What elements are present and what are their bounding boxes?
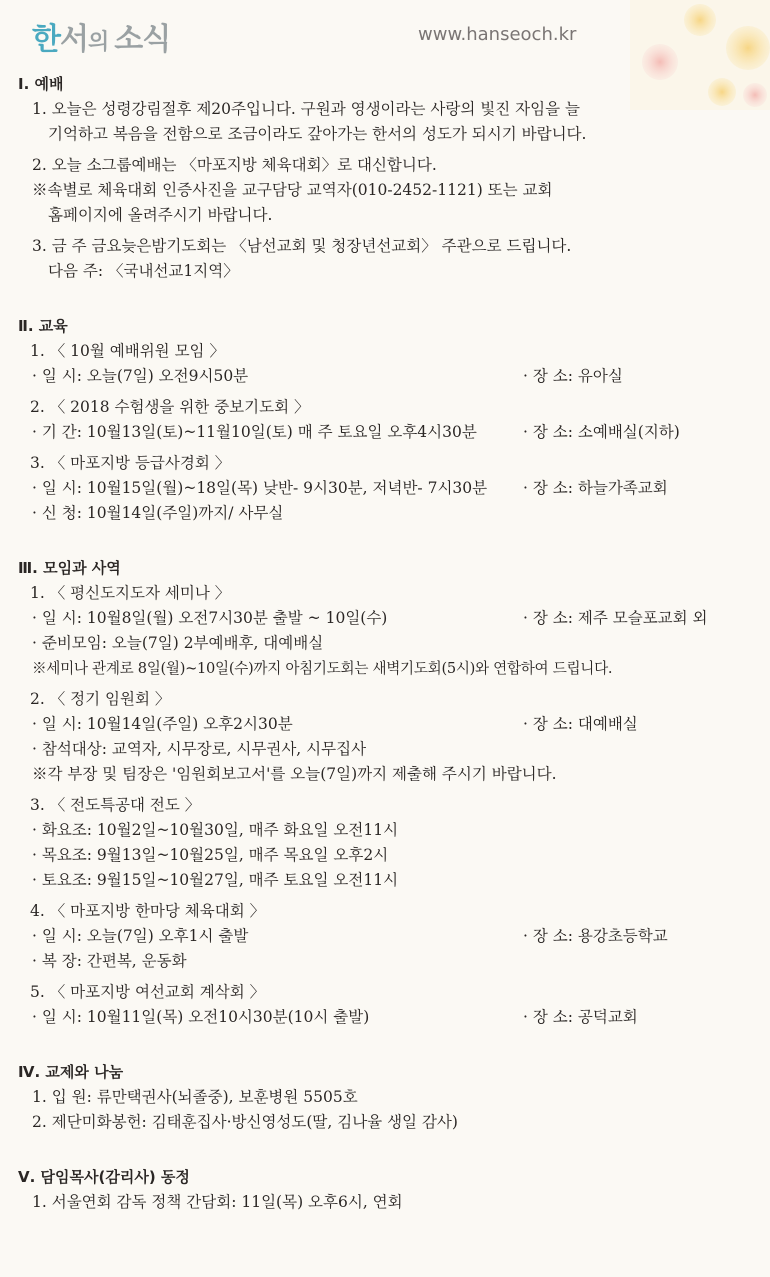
- meeting-item-2-place: · 장 소: 대예배실: [523, 715, 638, 733]
- education-item-3-time: · 일 시: 10월15일(월)~18일(목) 낮반- 9시30분, 저녁반- 7시30분: [32, 479, 488, 497]
- fellowship-item-2: 2. 제단미화봉헌: 김태훈집사·방신영성도(딸, 김나율 생일 감사): [32, 1113, 458, 1131]
- education-item-1-title: 1. 〈 10월 예배위원 모임 〉: [30, 342, 225, 360]
- bulletin-content: [18, 72, 758, 1215]
- meeting-item-2-title: 2. 〈 정기 임원회 〉: [30, 690, 171, 708]
- education-item-2-period: · 기 간: 10월13일(토)~11월10일(토) 매 주 토요일 오후4시30분: [32, 423, 477, 441]
- header: [0, 0, 770, 75]
- meeting-item-3-saturday: · 토요조: 9월15일~10월27일, 매주 토요일 오전11시: [32, 871, 399, 889]
- meeting-item-4-time: · 일 시: 오늘(7일) 오후1시 출발: [32, 927, 249, 945]
- worship-item-1-line2: 기억하고 복음을 전함으로 조금이라도 갚아가는 한서의 성도가 되시기 바랍니다.: [48, 125, 587, 143]
- meeting-item-2-note: ※각 부장 및 팀장은 '임원회보고서'를 오늘(7일)까지 제출해 주시기 바랍니다.: [32, 765, 557, 783]
- section-heading-pastor-news: Ⅴ. 담임목사(감리사) 동정: [18, 1168, 190, 1186]
- meeting-item-2-attendees: · 참석대상: 교역자, 시무장로, 시무권사, 시무집사: [32, 740, 367, 758]
- education-item-3-apply: · 신 청: 10월14일(주일)까지/ 사무실: [32, 504, 284, 522]
- meeting-item-1-place: · 장 소: 제주 모슬포교회 외: [523, 609, 708, 627]
- worship-item-2-note: ※속별로 체육대회 인증사진을 교구담당 교역자(010-2452-1121) 또는 교회: [32, 181, 553, 199]
- section-heading-worship: Ⅰ. 예배: [18, 75, 64, 93]
- title-rest: 서: [59, 22, 88, 57]
- education-item-3-title: 3. 〈 마포지방 등급사경회 〉: [30, 454, 231, 472]
- meeting-item-4-place: · 장 소: 용강초등학교: [523, 927, 668, 945]
- title-first-char: 한: [32, 22, 60, 57]
- meeting-item-1-time: · 일 시: 10월8일(월) 오전7시30분 출발 ~ 10일(수): [32, 609, 388, 627]
- fellowship-item-1: 1. 입 원: 류만택권사(뇌졸중), 보훈병원 5505호: [32, 1088, 358, 1106]
- section-heading-fellowship: Ⅳ. 교제와 나눔: [18, 1063, 124, 1081]
- worship-item-3-line1: 3. 금 주 금요늦은밤기도회는 〈남선교회 및 청장년선교회〉 주관으로 드립니다.: [32, 237, 572, 255]
- title-particle: 의: [87, 30, 109, 55]
- meeting-item-4-dress: · 복 장: 간편복, 운동화: [32, 952, 187, 970]
- newsletter-title: [32, 14, 170, 58]
- education-item-2-place: · 장 소: 소예배실(지하): [523, 423, 680, 441]
- meeting-item-3-tuesday: · 화요조: 10월2일~10월30일, 매주 화요일 오전11시: [32, 821, 399, 839]
- meeting-item-3-title: 3. 〈 전도특공대 전도 〉: [30, 796, 201, 814]
- education-item-1-place: · 장 소: 유아실: [523, 367, 623, 385]
- education-item-2-title: 2. 〈 2018 수험생을 위한 중보기도회 〉: [30, 398, 310, 416]
- worship-item-2-note-cont: 홈페이지에 올려주시기 바랍니다.: [48, 206, 273, 224]
- section-heading-education: Ⅱ. 교육: [18, 317, 68, 335]
- meeting-item-5-place: · 장 소: 공덕교회: [523, 1008, 638, 1026]
- meeting-item-1-prep: · 준비모임: 오늘(7일) 2부예배후, 대예배실: [32, 634, 324, 652]
- worship-item-3-line2: 다음 주: 〈국내선교1지역〉: [48, 262, 239, 280]
- meeting-item-4-title: 4. 〈 마포지방 한마당 체육대회 〉: [30, 902, 266, 920]
- education-item-3-place: · 장 소: 하늘가족교회: [523, 479, 668, 497]
- education-item-1-time: · 일 시: 오늘(7일) 오전9시50분: [32, 367, 249, 385]
- meeting-item-2-time: · 일 시: 10월14일(주일) 오후2시30분: [32, 715, 293, 733]
- meeting-item-5-title: 5. 〈 마포지방 여선교회 계삭회 〉: [30, 983, 266, 1001]
- worship-item-1-line1: 1. 오늘은 성령강림절후 제20주입니다. 구원과 영생이라는 사랑의 빛진 자임을 늘: [32, 100, 580, 118]
- title-last: 소식: [114, 22, 171, 57]
- pastor-news-item-1: 1. 서울연회 감독 정책 간담회: 11일(목) 오후6시, 연회: [32, 1193, 403, 1211]
- meeting-item-5-time: · 일 시: 10월11일(목) 오전10시30분(10시 출발): [32, 1008, 370, 1026]
- worship-item-2-line1: 2. 오늘 소그룹예배는 〈마포지방 체육대회〉로 대신합니다.: [32, 156, 437, 174]
- website-url[interactable]: www.hanseoch.kr: [418, 24, 577, 45]
- meeting-item-1-title: 1. 〈 평신도지도자 세미나 〉: [30, 584, 231, 602]
- section-heading-meetings: Ⅲ. 모임과 사역: [18, 559, 121, 577]
- meeting-item-3-thursday: · 목요조: 9월13일~10월25일, 매주 목요일 오후2시: [32, 846, 389, 864]
- meeting-item-1-note: ※세미나 관계로 8일(월)~10일(수)까지 아침기도회는 새벽기도회(5시)와 연합하여 드립니다.: [32, 660, 613, 677]
